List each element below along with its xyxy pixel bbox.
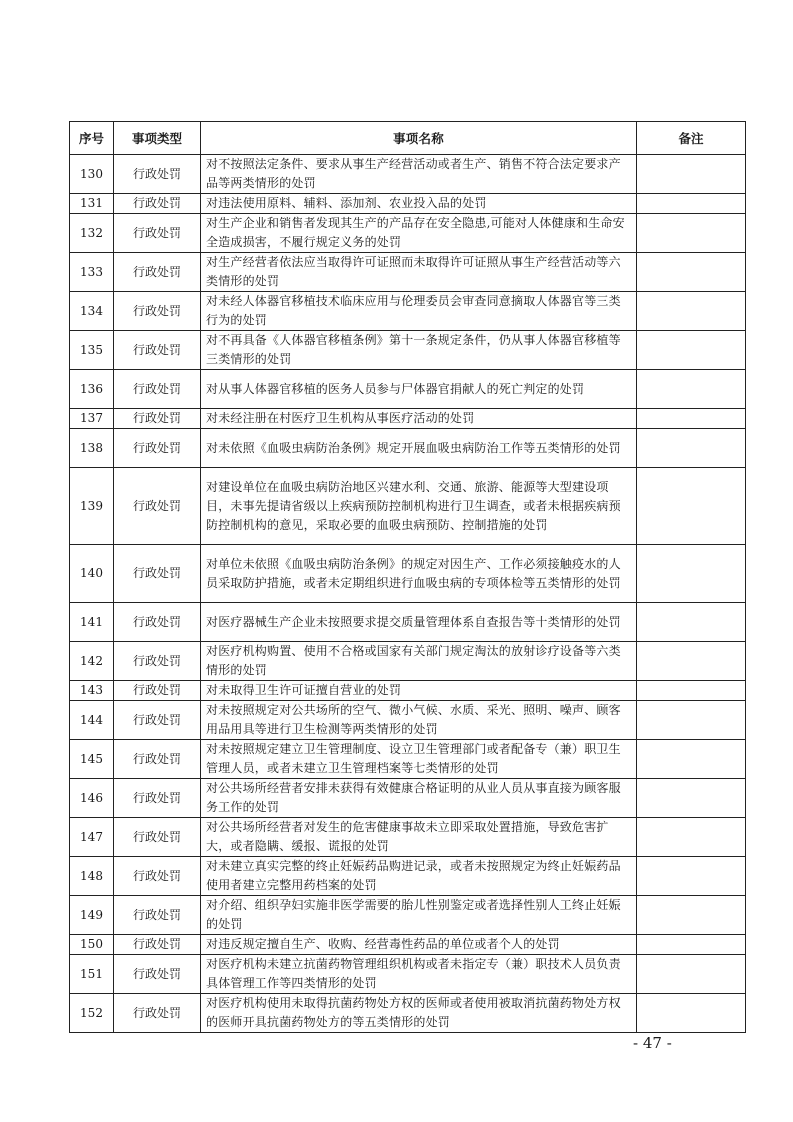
remarks-cell (637, 935, 746, 955)
serial-number-cell: 133 (70, 253, 114, 292)
table-row (70, 818, 746, 857)
remarks-cell (637, 370, 746, 409)
table-row (70, 779, 746, 818)
serial-number-cell: 137 (70, 409, 114, 429)
table-row (70, 857, 746, 896)
table-row (70, 194, 746, 214)
table-row (70, 253, 746, 292)
item-name-cell: 对医疗机构未建立抗菌药物管理组织机构或者未指定专（兼）职技术人员负责具体管理工作等四类情形的处罚 (201, 955, 637, 994)
table-row (70, 429, 746, 468)
item-name-cell: 对医疗器械生产企业未按照要求提交质量管理体系自查报告等十类情形的处罚 (201, 603, 637, 642)
item-type-cell: 行政处罚 (114, 429, 201, 468)
table-row (70, 545, 746, 603)
item-type-cell: 行政处罚 (114, 292, 201, 331)
serial-number-cell: 139 (70, 468, 114, 545)
item-name-cell: 对医疗机构使用未取得抗菌药物处方权的医师或者使用被取消抗菌药物处方权的医师开具抗菌药物处方的等五类情形的处罚 (201, 994, 637, 1033)
table-row (70, 701, 746, 740)
table-row (70, 935, 746, 955)
item-type-cell: 行政处罚 (114, 214, 201, 253)
header-serial-number: 序号 (70, 122, 114, 155)
serial-number-cell: 150 (70, 935, 114, 955)
remarks-cell (637, 857, 746, 896)
remarks-cell (637, 468, 746, 545)
remarks-cell (637, 603, 746, 642)
serial-number-cell: 141 (70, 603, 114, 642)
item-name-cell: 对未建立真实完整的终止妊娠药品购进记录，或者未按照规定为终止妊娠药品使用者建立完整用药档案的处罚 (201, 857, 637, 896)
item-name-cell: 对未经人体器官移植技术临床应用与伦理委员会审查同意摘取人体器官等三类行为的处罚 (201, 292, 637, 331)
item-type-cell: 行政处罚 (114, 779, 201, 818)
item-name-cell: 对介绍、组织孕妇实施非医学需要的胎儿性别鉴定或者选择性别人工终止妊娠的处罚 (201, 896, 637, 935)
remarks-cell (637, 545, 746, 603)
item-type-cell: 行政处罚 (114, 545, 201, 603)
table-row (70, 642, 746, 681)
serial-number-cell: 132 (70, 214, 114, 253)
item-name-cell: 对未按照规定对公共场所的空气、微小气候、水质、采光、照明、噪声、顾客用品用具等进行卫生检测等两类情形的处罚 (201, 701, 637, 740)
table-row (70, 994, 746, 1033)
item-name-cell: 对公共场所经营者对发生的危害健康事故未立即采取处置措施，导致危害扩大，或者隐瞒、缓报、谎报的处罚 (201, 818, 637, 857)
header-remarks: 备注 (637, 122, 746, 155)
item-type-cell: 行政处罚 (114, 603, 201, 642)
table-row (70, 214, 746, 253)
table-row (70, 292, 746, 331)
remarks-cell (637, 292, 746, 331)
item-name-cell: 对从事人体器官移植的医务人员参与尸体器官捐献人的死亡判定的处罚 (201, 370, 637, 409)
table-row (70, 468, 746, 545)
item-name-cell: 对建设单位在血吸虫病防治地区兴建水利、交通、旅游、能源等大型建设项目，未事先提请省级以上疾病预防控制机构进行卫生调查，或者未根据疾病预防控制机构的意见，采取必要的血吸虫病预防、控制措施的处罚 (201, 468, 637, 545)
remarks-cell (637, 701, 746, 740)
item-name-cell: 对违法使用原料、辅料、添加剂、农业投入品的处罚 (201, 194, 637, 214)
serial-number-cell: 138 (70, 429, 114, 468)
table-row (70, 331, 746, 370)
item-type-cell: 行政处罚 (114, 740, 201, 779)
table-row (70, 370, 746, 409)
serial-number-cell: 148 (70, 857, 114, 896)
item-type-cell: 行政处罚 (114, 818, 201, 857)
item-type-cell: 行政处罚 (114, 701, 201, 740)
table-row (70, 896, 746, 935)
item-type-cell: 行政处罚 (114, 955, 201, 994)
header-item-name: 事项名称 (201, 122, 637, 155)
item-name-cell: 对医疗机构购置、使用不合格或国家有关部门规定淘汰的放射诊疗设备等六类情形的处罚 (201, 642, 637, 681)
item-type-cell: 行政处罚 (114, 857, 201, 896)
serial-number-cell: 135 (70, 331, 114, 370)
page-number: - 47 - (633, 1034, 672, 1052)
serial-number-cell: 145 (70, 740, 114, 779)
remarks-cell (637, 642, 746, 681)
serial-number-cell: 144 (70, 701, 114, 740)
serial-number-cell: 136 (70, 370, 114, 409)
item-name-cell: 对公共场所经营者安排未获得有效健康合格证明的从业人员从事直接为顾客服务工作的处罚 (201, 779, 637, 818)
serial-number-cell: 140 (70, 545, 114, 603)
item-type-cell: 行政处罚 (114, 409, 201, 429)
item-name-cell: 对生产企业和销售者发现其生产的产品存在安全隐患,可能对人体健康和生命安全造成损害，不履行规定义务的处罚 (201, 214, 637, 253)
item-name-cell: 对单位未依照《血吸虫病防治条例》的规定对因生产、工作必须接触疫水的人员采取防护措施，或者未定期组织进行血吸虫病的专项体检等五类情形的处罚 (201, 545, 637, 603)
remarks-cell (637, 779, 746, 818)
item-name-cell: 对违反规定擅自生产、收购、经营毒性药品的单位或者个人的处罚 (201, 935, 637, 955)
item-type-cell: 行政处罚 (114, 194, 201, 214)
serial-number-cell: 149 (70, 896, 114, 935)
serial-number-cell: 130 (70, 155, 114, 194)
serial-number-cell: 151 (70, 955, 114, 994)
table-row (70, 155, 746, 194)
remarks-cell (637, 681, 746, 701)
remarks-cell (637, 994, 746, 1033)
item-name-cell: 对不再具备《人体器官移植条例》第十一条规定条件，仍从事人体器官移植等三类情形的处罚 (201, 331, 637, 370)
serial-number-cell: 134 (70, 292, 114, 331)
table-header-row (70, 122, 746, 155)
table-row (70, 955, 746, 994)
remarks-cell (637, 955, 746, 994)
item-name-cell: 对生产经营者依法应当取得许可证照而未取得许可证照从事生产经营活动等六类情形的处罚 (201, 253, 637, 292)
table-row (70, 681, 746, 701)
item-type-cell: 行政处罚 (114, 642, 201, 681)
serial-number-cell: 142 (70, 642, 114, 681)
remarks-cell (637, 194, 746, 214)
remarks-cell (637, 896, 746, 935)
serial-number-cell: 152 (70, 994, 114, 1033)
item-type-cell: 行政处罚 (114, 681, 201, 701)
remarks-cell (637, 740, 746, 779)
item-type-cell: 行政处罚 (114, 331, 201, 370)
item-name-cell: 对未按照规定建立卫生管理制度、设立卫生管理部门或者配备专（兼）职卫生管理人员，或者未建立卫生管理档案等七类情形的处罚 (201, 740, 637, 779)
serial-number-cell: 146 (70, 779, 114, 818)
remarks-cell (637, 155, 746, 194)
serial-number-cell: 143 (70, 681, 114, 701)
item-name-cell: 对未取得卫生许可证擅自营业的处罚 (201, 681, 637, 701)
header-item-type: 事项类型 (114, 122, 201, 155)
item-name-cell: 对未经注册在村医疗卫生机构从事医疗活动的处罚 (201, 409, 637, 429)
item-type-cell: 行政处罚 (114, 994, 201, 1033)
penalty-items-table (69, 121, 746, 1033)
remarks-cell (637, 429, 746, 468)
item-name-cell: 对不按照法定条件、要求从事生产经营活动或者生产、销售不符合法定要求产品等两类情形的处罚 (201, 155, 637, 194)
remarks-cell (637, 253, 746, 292)
table-row (70, 409, 746, 429)
item-type-cell: 行政处罚 (114, 370, 201, 409)
item-type-cell: 行政处罚 (114, 155, 201, 194)
remarks-cell (637, 214, 746, 253)
serial-number-cell: 147 (70, 818, 114, 857)
item-type-cell: 行政处罚 (114, 468, 201, 545)
table-row (70, 603, 746, 642)
item-type-cell: 行政处罚 (114, 253, 201, 292)
remarks-cell (637, 818, 746, 857)
item-type-cell: 行政处罚 (114, 935, 201, 955)
remarks-cell (637, 331, 746, 370)
table-row (70, 740, 746, 779)
item-name-cell: 对未依照《血吸虫病防治条例》规定开展血吸虫病防治工作等五类情形的处罚 (201, 429, 637, 468)
serial-number-cell: 131 (70, 194, 114, 214)
remarks-cell (637, 409, 746, 429)
item-type-cell: 行政处罚 (114, 896, 201, 935)
